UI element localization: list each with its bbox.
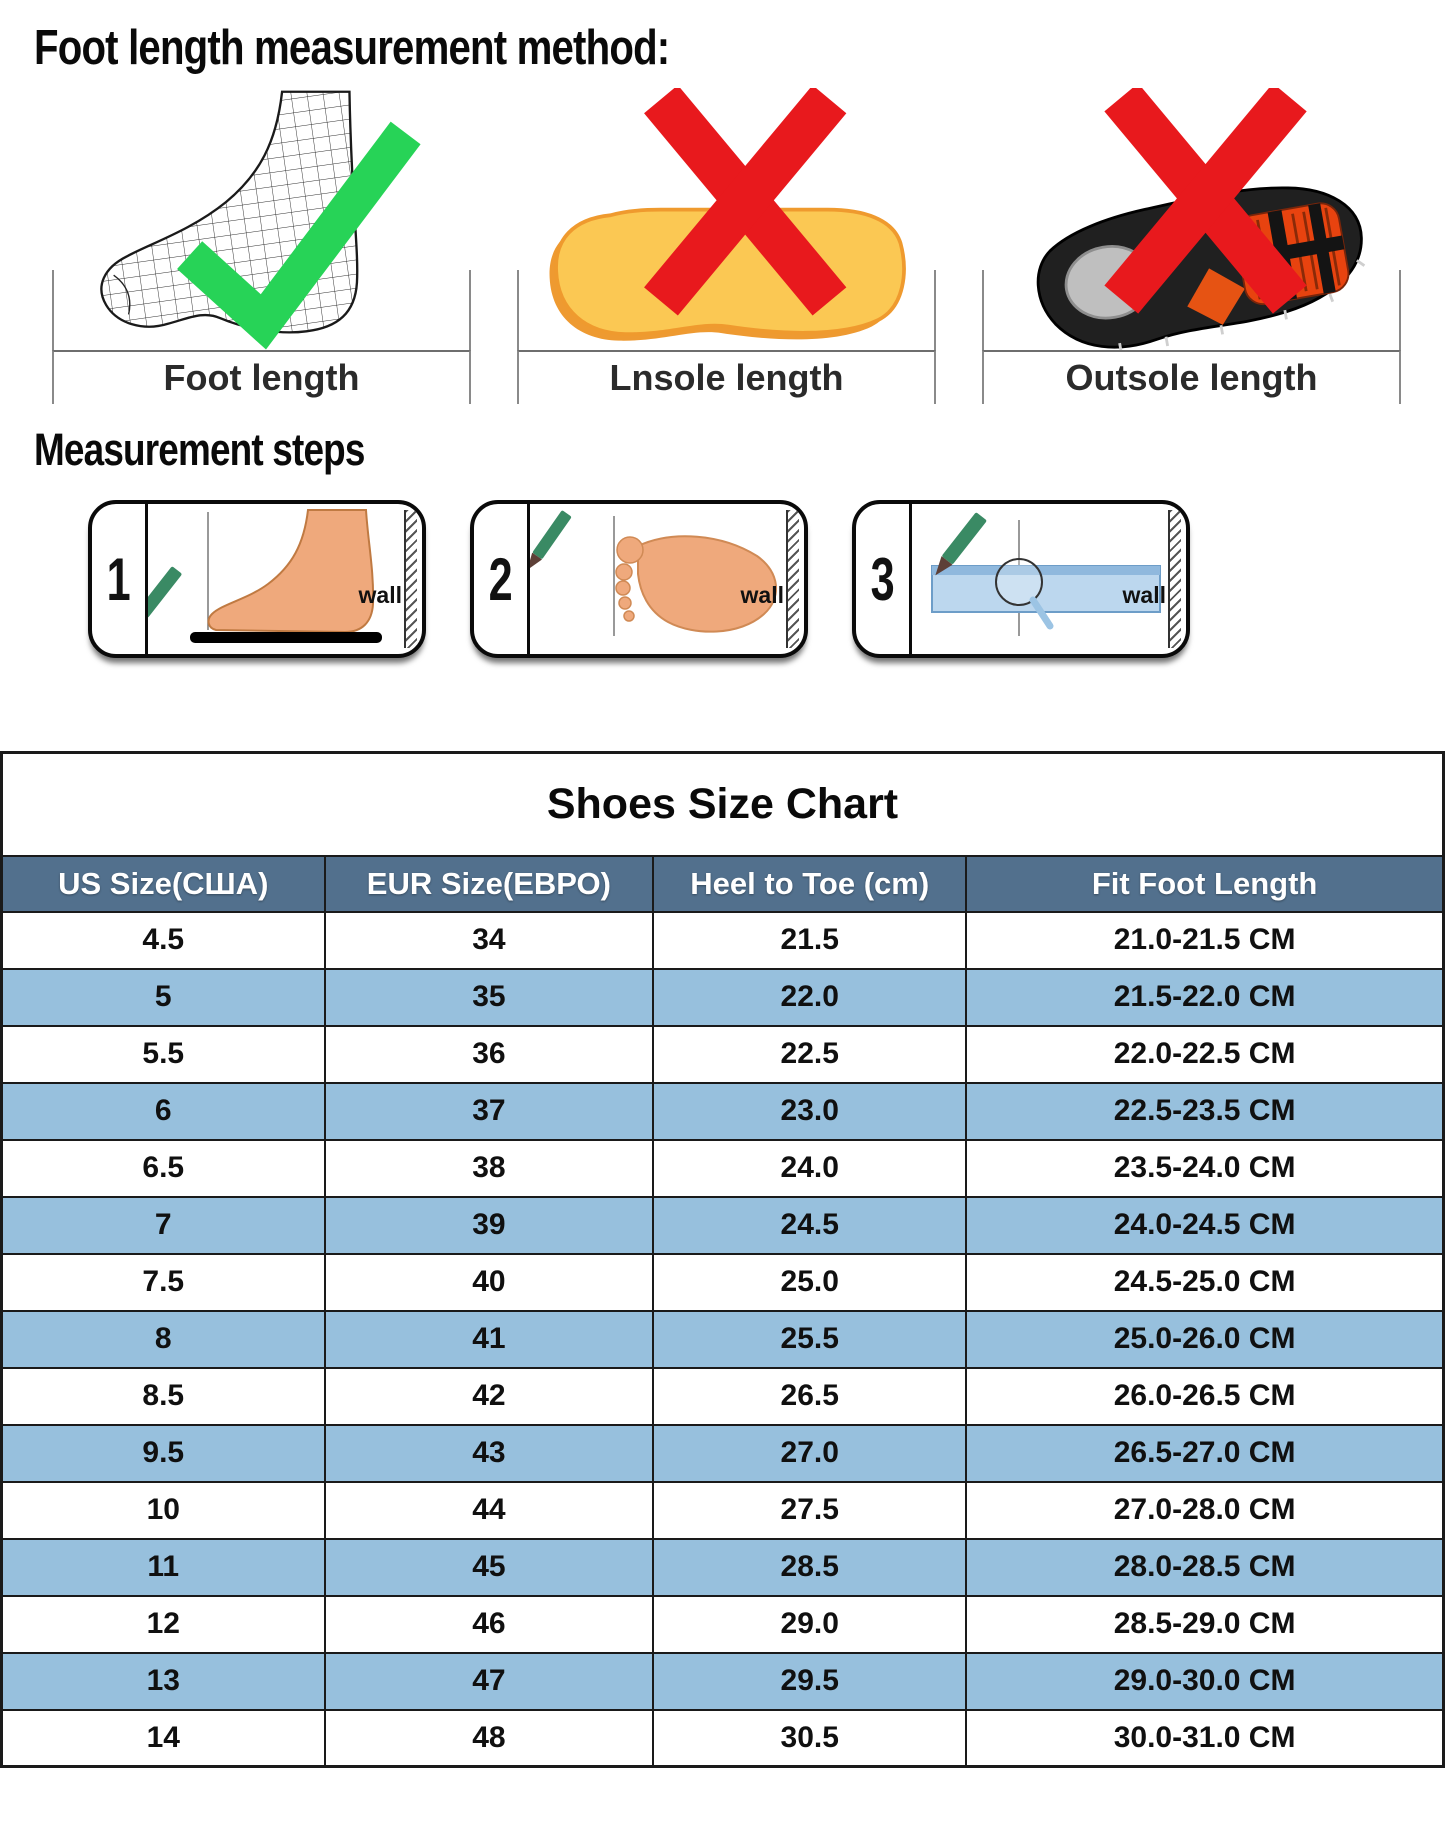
table-row <box>2 1539 1444 1596</box>
section-title-method-text: Foot length measurement method: <box>34 21 670 75</box>
table-cell: 48 <box>325 1710 654 1767</box>
table-cell: 35 <box>325 969 654 1026</box>
mat-icon <box>190 632 382 643</box>
step-number-text: 3 <box>870 545 895 613</box>
table-cell: 29.0-30.0 CM <box>966 1653 1443 1710</box>
table-cell: 7.5 <box>2 1254 325 1311</box>
wall-label: wall <box>740 582 784 608</box>
table-cell: 7 <box>2 1197 325 1254</box>
table-row <box>2 1710 1444 1767</box>
table-cell: 29.0 <box>653 1596 966 1653</box>
section-title-method <box>34 20 1445 76</box>
table-cell: 27.0 <box>653 1425 966 1482</box>
table-cell: 22.5 <box>653 1026 966 1083</box>
table-cell: 25.5 <box>653 1311 966 1368</box>
table-row <box>2 1425 1444 1482</box>
pencil-icon <box>148 566 182 632</box>
section-title-steps-text: Measurement steps <box>34 424 365 475</box>
table-cell: 46 <box>325 1596 654 1653</box>
table-cell: 42 <box>325 1368 654 1425</box>
figure-label: Foot length <box>163 357 360 398</box>
figure-foot-length <box>52 88 471 404</box>
table-cell: 24.5-25.0 CM <box>966 1254 1443 1311</box>
table-row <box>2 1083 1444 1140</box>
table-row <box>2 1311 1444 1368</box>
column-header-fit-foot-length: Fit Foot Length <box>966 856 1443 912</box>
table-cell: 27.5 <box>653 1482 966 1539</box>
table-header-row <box>2 856 1444 912</box>
size-chart-section <box>0 751 1445 1768</box>
table-cell: 34 <box>325 912 654 969</box>
step-art-1 <box>148 504 422 654</box>
figure-label: Outsole length <box>1065 357 1318 398</box>
table-cell: 13 <box>2 1653 325 1710</box>
table-cell: 30.5 <box>653 1710 966 1767</box>
table-cell: 25.0 <box>653 1254 966 1311</box>
table-cell: 26.5-27.0 CM <box>966 1425 1443 1482</box>
table-cell: 9.5 <box>2 1425 325 1482</box>
table-cell: 14 <box>2 1710 325 1767</box>
table-cell: 41 <box>325 1311 654 1368</box>
table-cell: 38 <box>325 1140 654 1197</box>
table-cell: 11 <box>2 1539 325 1596</box>
figure-label: Lnsole length <box>609 357 844 398</box>
table-cell: 40 <box>325 1254 654 1311</box>
step-number-2 <box>474 504 530 654</box>
table-cell: 8 <box>2 1311 325 1368</box>
insole-art <box>517 88 936 350</box>
outsole-illustration <box>982 88 1401 350</box>
table-cell: 26.5 <box>653 1368 966 1425</box>
figure-outsole-length <box>982 88 1401 404</box>
table-cell: 24.0 <box>653 1140 966 1197</box>
table-cell: 28.5-29.0 CM <box>966 1596 1443 1653</box>
table-cell: 21.0-21.5 CM <box>966 912 1443 969</box>
figure-insole-length <box>517 88 936 404</box>
table-cell: 10 <box>2 1482 325 1539</box>
table-cell: 22.0 <box>653 969 966 1026</box>
wall-hatch <box>786 510 799 648</box>
wall-label: wall <box>358 582 402 608</box>
table-cell: 5 <box>2 969 325 1026</box>
table-cell: 36 <box>325 1026 654 1083</box>
section-title-steps <box>34 424 1445 476</box>
table-row <box>2 1596 1444 1653</box>
table-cell: 45 <box>325 1539 654 1596</box>
step-card-2 <box>470 500 808 658</box>
step-number-text: 1 <box>106 545 131 613</box>
wall-hatch <box>1168 510 1181 648</box>
column-header-eur-size: EUR Size(ЕВРО) <box>325 856 654 912</box>
column-header-heel-to-toe: Heel to Toe (cm) <box>653 856 966 912</box>
table-cell: 23.5-24.0 CM <box>966 1140 1443 1197</box>
step-number-3 <box>856 504 912 654</box>
steps-row <box>88 500 1445 658</box>
table-cell: 26.0-26.5 CM <box>966 1368 1443 1425</box>
table-row <box>2 1482 1444 1539</box>
table-cell: 21.5 <box>653 912 966 969</box>
table-cell: 39 <box>325 1197 654 1254</box>
table-cell: 23.0 <box>653 1083 966 1140</box>
step3-illustration <box>912 504 1186 654</box>
table-row <box>2 912 1444 969</box>
table-title: Shoes Size Chart <box>2 753 1444 856</box>
shoe-size-infographic <box>0 20 1445 1824</box>
table-cell: 12 <box>2 1596 325 1653</box>
table-row <box>2 1026 1444 1083</box>
wall-hatch <box>404 510 417 648</box>
table-cell: 24.0-24.5 CM <box>966 1197 1443 1254</box>
table-cell: 6 <box>2 1083 325 1140</box>
table-cell: 25.0-26.0 CM <box>966 1311 1443 1368</box>
foot-wireframe-art <box>52 88 471 350</box>
foot-wireframe-illustration <box>52 88 471 350</box>
table-cell: 5.5 <box>2 1026 325 1083</box>
table-cell: 6.5 <box>2 1140 325 1197</box>
size-table-body <box>2 912 1444 1767</box>
table-cell: 27.0-28.0 CM <box>966 1482 1443 1539</box>
table-cell: 29.5 <box>653 1653 966 1710</box>
table-cell: 21.5-22.0 CM <box>966 969 1443 1026</box>
table-cell: 28.5 <box>653 1539 966 1596</box>
table-cell: 22.0-22.5 CM <box>966 1026 1443 1083</box>
wall-label: wall <box>1122 582 1166 608</box>
step-art-3 <box>912 504 1186 654</box>
figure-caption-insole-length <box>517 350 936 404</box>
column-header-us-size: US Size(США) <box>2 856 325 912</box>
step2-illustration <box>530 504 804 654</box>
step1-illustration <box>148 504 422 654</box>
step-number-text: 2 <box>488 545 513 613</box>
method-figures-row <box>52 88 1401 404</box>
table-title-row <box>2 753 1444 856</box>
insole-illustration <box>517 88 936 350</box>
pencil-icon <box>530 510 572 573</box>
table-row <box>2 1140 1444 1197</box>
step-art-2 <box>530 504 804 654</box>
figure-caption-foot-length <box>52 350 471 404</box>
table-cell: 4.5 <box>2 912 325 969</box>
table-cell: 43 <box>325 1425 654 1482</box>
step-number-1 <box>92 504 148 654</box>
foot-heel-icon <box>209 510 374 632</box>
table-cell: 47 <box>325 1653 654 1710</box>
table-row <box>2 1254 1444 1311</box>
table-cell: 30.0-31.0 CM <box>966 1710 1443 1767</box>
table-row <box>2 1368 1444 1425</box>
step-card-1 <box>88 500 426 658</box>
table-cell: 22.5-23.5 CM <box>966 1083 1443 1140</box>
size-chart-table <box>0 751 1445 1768</box>
table-row <box>2 1653 1444 1710</box>
table-row <box>2 1197 1444 1254</box>
table-cell: 8.5 <box>2 1368 325 1425</box>
table-cell: 24.5 <box>653 1197 966 1254</box>
table-cell: 28.0-28.5 CM <box>966 1539 1443 1596</box>
figure-caption-outsole-length <box>982 350 1401 404</box>
table-row <box>2 969 1444 1026</box>
table-cell: 44 <box>325 1482 654 1539</box>
outsole-art <box>982 88 1401 350</box>
table-cell: 37 <box>325 1083 654 1140</box>
step-card-3 <box>852 500 1190 658</box>
